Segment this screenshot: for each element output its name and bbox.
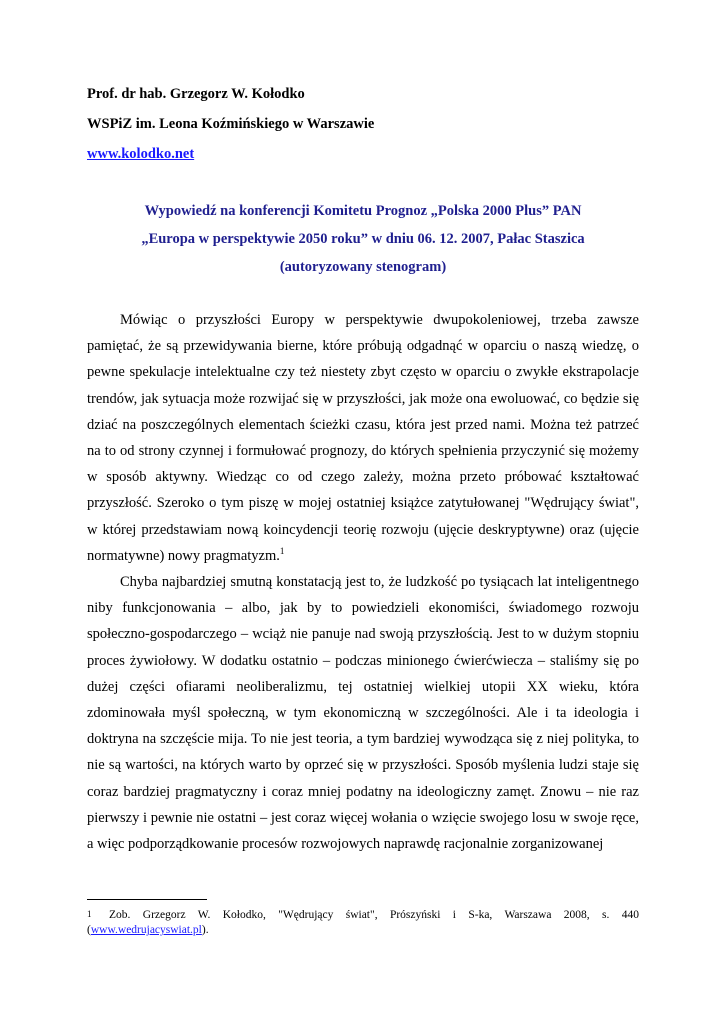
paragraph-1-text: Mówiąc o przyszłości Europy w perspektywie dwupokoleniowej, trzeba zawsze pamiętać, że są przewidywania bierne, które próbują odgadnąć w oparciu o naszą wiedzę, o pewne spekulacje intelektualne czy też niestety zbyt często w oparciu o zwykłe ekstrapolacje trendów, jak sytuacja może rozwijać się w przyszłości, jak może ona ewoluować, co będzie się dziać na poszczególnych elementach ścieżki czasu, która jest przed nami. Można też patrzeć na to od strony czynnej i formułować prognozy, do których spełnienia przyczynić się możemy w sposób aktywny. Wiedząc co od czego zależy, można przeto próbować kształtować przyszłość. Szeroko o tym piszę w mojej ostatniej książce zatytułowanej "Wędrujący świat", w której przedstawiam nową koincydencji teorię rozwoju (ujęcie deskryptywne) oraz (ujęcie normatywne) nowy pragmatyzm. xyxy=(87,312,639,564)
author-website-link[interactable]: www.kolodko.net xyxy=(87,146,195,162)
footnote-text: Zob. Grzegorz W. Kołodko, "Wędrujący świat", Prószyński i S-ka, Warszawa 2008, s. 440 ( xyxy=(87,909,639,936)
title-line-3: (autoryzowany stenogram) xyxy=(279,259,447,275)
document-body xyxy=(87,307,639,857)
document-page xyxy=(87,84,639,857)
author-institution: WSPiZ im. Leona Koźmińskiego w Warszawie xyxy=(87,116,375,132)
footnote-reference[interactable]: 1 xyxy=(279,546,285,556)
footnote-text-end: ). xyxy=(201,924,209,936)
body-paragraph-1 xyxy=(87,307,639,569)
author-name: Prof. dr hab. Grzegorz W. Kołodko xyxy=(87,86,305,102)
footnote xyxy=(87,908,639,938)
footnote-number: 1 xyxy=(87,909,92,919)
document-title xyxy=(87,201,639,277)
footnote-link[interactable]: www.wedrujacyswiat.pl xyxy=(90,924,202,936)
body-paragraph-2: Chyba najbardziej smutną konstatacją jest to, że ludzkość po tysiącach lat inteligentnego niby funkcjonowania – albo, jak by to powiedzieli ekonomiści, świadomego rozwoju społeczno-gospodarczego – wciąż nie panuje nad swoją przyszłością. Jest to w dużym stopniu proces żywiołowy. W dodatku ostatnio – podczas minionego ćwierćwiecza – staliśmy się po dużej części ofiarami neoliberalizmu, tej ostatniej wielkiej utopii XX wieku, która zdominowała myśl społeczną, w tym ekonomiczną w szczególności. Ale i ta ideologia i doktryna na szczęście mija. To nie jest teoria, a tym bardziej wywodząca się z niej polityka, to nie są wartości, na których warto by oprzeć się w przyszłości. Sposób myślenia ludzi staje się coraz bardziej pragmatyczny i coraz mniej podatny na ideologiczny zamęt. Znowu – nie raz pierwszy i pewnie nie ostatni – jest coraz więcej wołania o wzięcie swojego losu w swoje ręce, a więc podporządkowanie procesów rozwojowych naprawdę racjonalnie zorganizowanej xyxy=(87,574,639,853)
title-line-2: „Europa w perspektywie 2050 roku” w dniu 06. 12. 2007, Pałac Staszica xyxy=(141,231,585,247)
title-line-1: Wypowiedź na konferencji Komitetu Prognoz „Polska 2000 Plus” PAN xyxy=(144,203,582,219)
footnote-separator xyxy=(87,899,207,900)
